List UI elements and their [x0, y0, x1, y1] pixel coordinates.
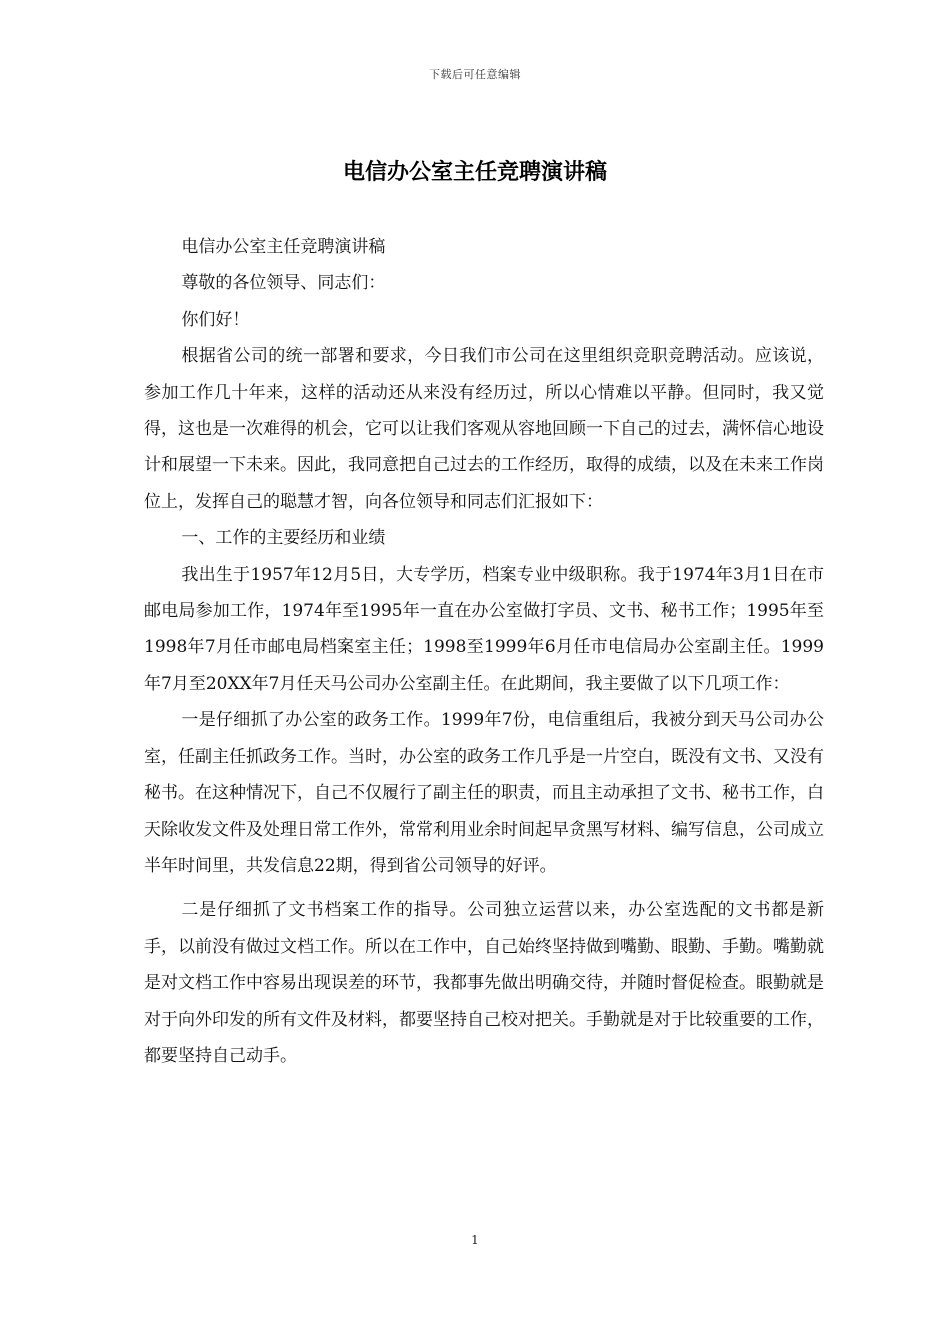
paragraph-subtitle: 电信办公室主任竞聘演讲稿 [181, 237, 386, 257]
paragraph-work-2: 二是仔细抓了文书档案工作的指导。公司独立运营以来，办公室选配的文书都是新手，以前没有做过文档工作。所以在工作中，自己始终坚持做到嘴勤、眼勤、手勤。嘴勤就是对文档工作中容易出现误差的环节，我都事先做出明确交待，并随时督促检查。眼勤就是对于向外印发的所有文件及材料，都要坚持自己校对把关。手勤就是对于比较重要的工作，都要坚持自己动手。 [144, 900, 824, 1066]
document-title: 电信办公室主任竞聘演讲稿 [342, 159, 607, 185]
paragraph-work-1: 一是仔细抓了办公室的政务工作。1999年7份，电信重组后，我被分到天马公司办公室，任副主任抓政务工作。当时，办公室的政务工作几乎是一片空白，既没有文书、又没有秘书。在这种情况下，自己不仅履行了副主任的职责，而且主动承担了文书、秘书工作，白天除收发文件及处理日常工作外，常常利用业余时间起早贪黑写材料、编写信息，公司成立半年时间里，共发信息22期，得到省公司领导的好评。 [144, 710, 824, 876]
document-body [144, 229, 824, 1074]
paragraph-experience: 我出生于1957年12月5日，大专学历，档案专业中级职称。我于1974年3月1日在市邮电局参加工作，1974年至1995年一直在办公室做打字员、文书、秘书工作；1995年至1998年7月任市邮电局档案室主任；1998至1999年6月任市电信局办公室副主任。1999年7月至20XX年7月任天马公司办公室副主任。在此期间，我主要做了以下几项工作： [144, 564, 824, 694]
paragraph-intro: 根据省公司的统一部署和要求，今日我们市公司在这里组织竞职竞聘活动。应该说，参加工作几十年来，这样的活动还从来没有经历过，所以心情难以平静。但同时，我又觉得，这也是一次难得的机会，它可以让我们客观从容地回顾一下自己的过去，满怀信心地设计和展望一下未来。因此，我同意把自己过去的工作经历，取得的成绩，以及在未来工作岗位上，发挥自己的聪慧才智，向各位领导和同志们汇报如下： [144, 346, 824, 512]
paragraph-greeting: 你们好！ [181, 309, 250, 330]
section-heading: 一、工作的主要经历和业绩 [181, 528, 386, 549]
paragraph-salutation: 尊敬的各位领导、同志们： [181, 273, 386, 294]
page-header: 下载后可任意编辑 [429, 68, 521, 81]
page-number: 1 [471, 1233, 479, 1247]
